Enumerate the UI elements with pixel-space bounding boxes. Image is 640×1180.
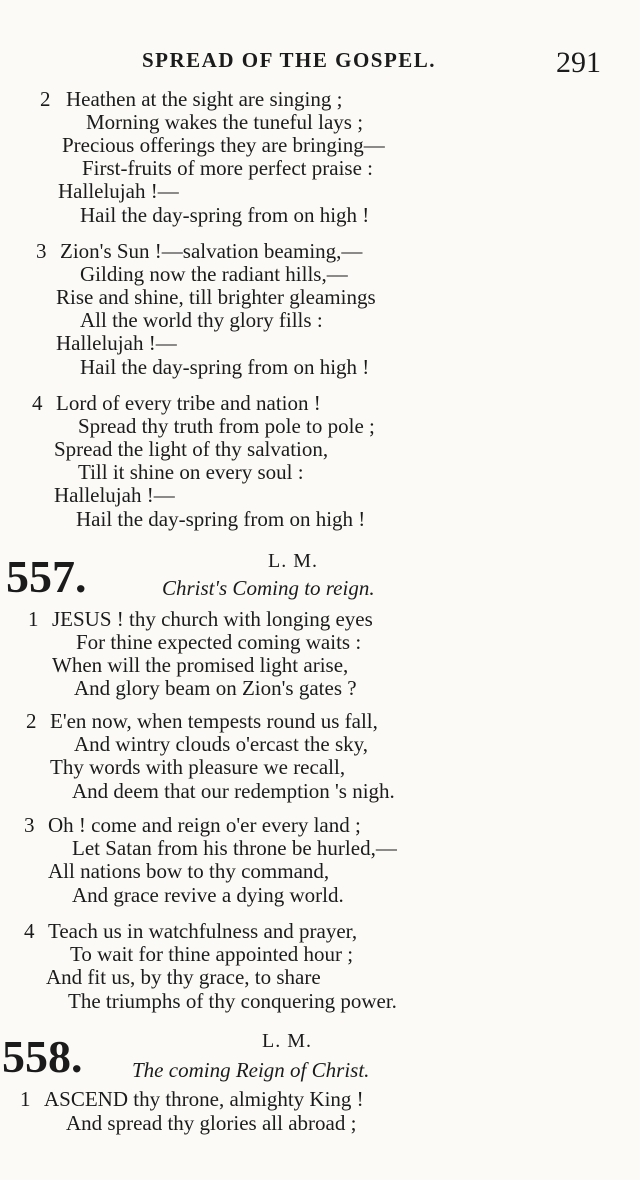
verse-line: To wait for thine appointed hour ; [70,942,354,966]
verse-line: Hallelujah !— [58,179,179,203]
verse-line: Oh ! come and reign o'er every land ; [48,813,361,837]
verse-line: Rise and shine, till brighter gleamings [56,285,376,309]
verse-line: Spread the light of thy salvation, [54,437,329,461]
verse-line: E'en now, when tempests round us fall, [50,709,378,733]
verse-line: Spread thy truth from pole to pole ; [78,414,375,438]
verse-line: Hail the day-spring from on high ! [80,203,370,227]
hymn-meter: L. M. [268,550,318,572]
verse-line: And spread thy glories all abroad ; [66,1111,357,1135]
verse-line: First-fruits of more perfect praise : [82,156,373,180]
verse-line: All the world thy glory fills : [80,308,323,332]
verse-line: JESUS ! thy church with longing eyes [52,607,373,631]
stanza-number: 1 [20,1087,31,1111]
verse-line: For thine expected coming waits : [76,630,362,654]
verse-line: And glory beam on Zion's gates ? [74,676,357,700]
page-number: 291 [556,46,601,79]
verse-line: Till it shine on every soul : [78,460,304,484]
verse-line: And deem that our redemption 's nigh. [72,779,395,803]
stanza-number: 4 [32,391,43,415]
verse-line: Let Satan from his throne be hurled,— [72,836,397,860]
verse-line: And wintry clouds o'ercast the sky, [74,732,369,756]
hymn-number: 558. [2,1031,83,1082]
hymn-meter: L. M. [262,1030,312,1052]
hymn-number: 557. [6,551,87,602]
verse-line: Hallelujah !— [56,331,177,355]
verse-line: Morning wakes the tuneful lays ; [86,110,364,134]
stanza-number: 1 [28,607,39,631]
hymn-title: The coming Reign of Christ. [132,1058,370,1082]
stanza-number: 3 [36,239,47,263]
hymn-title: Christ's Coming to reign. [162,576,375,600]
verse-line: Hail the day-spring from on high ! [76,507,366,531]
verse-line: Zion's Sun !—salvation beaming,— [60,239,363,263]
stanza-number: 4 [24,919,35,943]
verse-line: Teach us in watchfulness and prayer, [48,919,358,943]
verse-line: And fit us, by thy grace, to share [46,965,321,989]
stanza-number: 3 [24,813,35,837]
verse-line: Hail the day-spring from on high ! [80,355,370,379]
verse-line: Thy words with pleasure we recall, [50,755,346,779]
stanza-number: 2 [40,87,51,111]
running-title: SPREAD OF THE GOSPEL. [142,48,437,72]
page-header [0,46,640,80]
verse-line: The triumphs of thy conquering power. [68,989,397,1013]
verse-line: Heathen at the sight are singing ; [66,87,343,111]
stanza-number: 2 [26,709,37,733]
verse-line: ASCEND thy throne, almighty King ! [44,1087,364,1111]
verse-line: Precious offerings they are bringing— [62,133,385,157]
verse-line: Lord of every tribe and nation ! [56,391,321,415]
verse-line: When will the promised light arise, [52,653,349,677]
verse-line: Gilding now the radiant hills,— [80,262,348,286]
verse-line: And grace revive a dying world. [72,883,344,907]
verse-line: Hallelujah !— [54,483,175,507]
verse-line: All nations bow to thy command, [48,859,330,883]
